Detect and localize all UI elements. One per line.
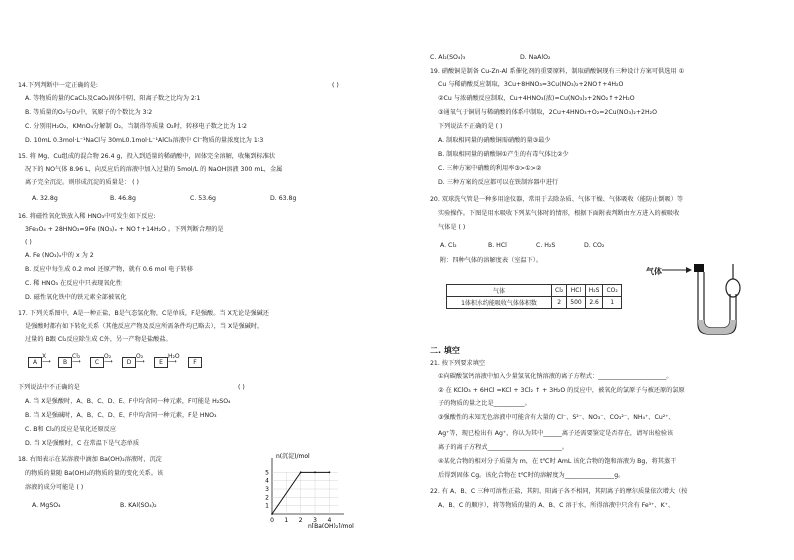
q20-table-note: 附：四种气体的溶解度表（室温下）。 — [440, 257, 543, 264]
q16-option-a: A. Fe (NO₃)ₓ中的 x 为 2 — [25, 252, 94, 259]
precipitate-data-point — [300, 471, 302, 473]
table-header-cl2: Cl₂ — [552, 285, 567, 297]
q15-option-a: A. 32.8g — [32, 195, 58, 202]
q20-option-c: C. H₂S — [536, 242, 556, 249]
q20-option-b: B. HCl — [488, 242, 507, 249]
table-header-hcl: HCl — [567, 285, 585, 297]
q14-stem: 14.下列判断中一定正确的是: — [18, 82, 98, 89]
q18-line-3: 溶液的成分可能是 ( ) — [25, 484, 84, 491]
q16-line-3: ( ) — [25, 239, 32, 246]
q15-line-2: 况下的 NO气体 8.96 L，向反应后的溶液中加入过量的 5mol/L 的 NaOH溶液 300 mL，金属 — [25, 166, 283, 173]
q19-option-b: B. 制取相同量的硝酸铜①产生的有毒气体比②少 — [438, 151, 569, 158]
chain-node-a: A — [28, 357, 42, 368]
table-header-co2: CO₂ — [603, 285, 621, 297]
q20-line-2: 实验操作。下图是用水吸收下列某气体时的情形，根据下面附表判断由左方进入的被吸收 — [438, 210, 680, 217]
chain-arrow-1: ⟶ — [42, 358, 51, 365]
q17-option-b: B. 当 X是强碱时，A、B、C、D、E、F中均含同一种元素，F是 HNO₃ — [25, 412, 217, 419]
water-level — [698, 320, 736, 334]
q14-option-a: A. 等物质的量的CaCl₂及CaO₂固体中阴、阳离子数之比均为 2∶1 — [25, 95, 201, 102]
q18-line-2: 的物质的量随 Ba(OH)₂的物质的量的变化关系。该 — [25, 470, 164, 477]
q17-option-a: A. 当 X是强酸时，A、B、C、D、E、F中均含同一种元素，F可能是 H₂SO₄ — [25, 398, 231, 405]
q19-line-1: 19. 硝酸铜是制备 Cu-Zn-Al 系催化剂的重要原料，制取硝酸铜现有三种设计方案可供选用 ① — [430, 68, 685, 75]
q19-option-c: C. 三种方案中硝酸的利用率③>①>② — [438, 165, 542, 172]
chain-reagent-3: O₂ — [104, 353, 112, 360]
q17-line-1: 17. 下列关系图中，A是一种正盐，B是气态氢化物，C是单质，F是强酸。当 X无论是强碱还 — [18, 310, 269, 317]
q16-option-b: B. 反应中每生成 0.2 mol 还原产物，就有 0.6 mol 电子转移 — [25, 266, 193, 273]
table-header-gas: 气体 — [447, 285, 552, 297]
precipitate-data-point — [328, 471, 330, 473]
q18-option-a: A. MgSO₄ — [32, 502, 61, 509]
table-cell-hcl: 500 — [567, 297, 585, 309]
q14-option-b: B. 等质量的O₂与O₃中，氧原子的个数比为 3∶2 — [25, 109, 153, 116]
x-tick-label: 3 — [313, 517, 317, 524]
q20-option-d: D. CO₂ — [584, 242, 605, 249]
section-title: 二. 填空 — [430, 346, 460, 355]
q21-line-4: 子的物质的量之比是__________。 — [438, 400, 531, 407]
q21-line-9: 后得到固体 Cg。该化合物在 t℃时的溶解度为________________g。 — [438, 472, 625, 479]
y-tick-label: 1 — [265, 502, 269, 510]
chain-reagent-1: X — [42, 353, 47, 360]
right-bulb — [726, 279, 740, 297]
y-axis-label: n(沉淀)/mol — [276, 453, 310, 460]
q16-option-c: C. 稀 HNO₃ 在反应中只表现氧化性 — [25, 280, 122, 287]
chain-node-d: D — [122, 357, 136, 368]
y-tick-label: 3 — [265, 486, 269, 493]
q14-option-c: C. 分别用H₂O₂、KMnO₄分解制 O₂，当制得等质量 O₂时，转移电子数之比为 1∶2 — [25, 123, 247, 130]
q16-option-d: D. 磁性氧化铁中的铁元素全部被氧化 — [25, 294, 127, 301]
q18-option-d: D. NaAlO₂ — [520, 54, 551, 61]
q14-answer-blank: ( ) — [332, 82, 339, 89]
q17-line-2: 是强酸时都有如下转化关系（其他反应产物及反应所需条件均已略去），当 X是强碱时， — [25, 323, 264, 330]
gas-inlet-label: 气体 — [646, 267, 662, 276]
chain-arrow-3: ⟶ — [104, 358, 113, 365]
u-tube-inner — [704, 272, 730, 328]
table-cell-label: 1体积水约能吸收气体体积数 — [447, 297, 552, 309]
precipitate-chart — [258, 452, 370, 528]
q22-line-1: 22. 有 A、B、C 三种可溶性正盐，其阴、阳离子各不相同，其阴离子的摩尔质量依次增大（按 — [430, 488, 688, 495]
q17-option-d: D. 当 X是强酸时，C 在常温下是气态单质 — [25, 440, 140, 447]
precipitate-data-point — [314, 471, 316, 473]
chain-arrow-2: ⟶ — [72, 358, 81, 365]
table-row — [447, 297, 622, 309]
q18-line-1: 18. 右图表示在某溶液中滴加 Ba(OH)₂溶液时，沉淀 — [18, 456, 162, 463]
q14-option-d: D. 10mL 0.3mol·L⁻¹NaCl与 30mL0.1mol·L⁻¹AlCl₃溶液中 Cl⁻物质的量浓度比为 1∶3 — [25, 137, 264, 144]
q16-line-2: 3Fe₃O₄ + 28HNO₃=9Fe (NO₃)ₓ + NO↑+14H₂O 。下列判断合理的是 — [25, 226, 224, 233]
x-tick-label: 0 — [270, 517, 274, 524]
q17-line-3: 过量的 B跟 Cl₂反应除生成 C外，另一产物是盐酸盐。 — [25, 336, 172, 343]
table-cell-h2s: 2.6 — [585, 297, 603, 309]
q15-line-3: 离子完全沉淀。则形成沉淀的质量是： ( ) — [25, 179, 139, 186]
y-tick-label: 2 — [265, 494, 269, 502]
q22-line-2: A、B、C 的顺序），将等物质的量的 A、B、C 溶于水，所得溶液中只含有 Fe³⁺、K⁺、 — [438, 502, 675, 509]
q17-option-c: C. B和 Cl₂的反应是氧化还原反应 — [25, 426, 117, 433]
q17-stem-2: 下列说法中不正确的是 — [18, 384, 80, 391]
x-tick-label: 4 — [327, 517, 332, 524]
chain-node-b: B — [58, 357, 72, 368]
y-tick-label: 4 — [265, 477, 269, 485]
chain-node-c: C — [90, 357, 104, 368]
chain-arrow-4: ⟶ — [136, 358, 145, 365]
q20-line-1: 20. 双球洗气管是一种多用途仪器，常用于去除杂质、气体干燥、气体吸收（能防止倒吸）等 — [430, 196, 684, 203]
q15-option-d: D. 63.8g — [270, 195, 297, 202]
q16-line-1: 16. 将磁性氧化铁放入稀 HNO₃中可发生如下反应: — [18, 213, 156, 220]
q21-line-5: ③强酸性的未知无色溶液中可能含有大量的 Cl⁻、S²⁻、NO₃⁻、CO₃²⁻、NH₄⁺、Cu²⁺、 — [438, 414, 675, 421]
table-header-h2s: H₂S — [585, 285, 603, 297]
q21-line-2: ①向碳酸氢钙溶液中加入少量氢氧化钠溶液的离子方程式：______________________。 — [438, 373, 673, 380]
q17-answer-blank: ( ) — [238, 384, 245, 391]
chain-reagent-2: Cl₂ — [72, 353, 81, 360]
table-row — [447, 285, 622, 297]
stopper — [694, 264, 704, 272]
q19-option-a: A. 制取相同量的硝酸铜需硝酸的量③最少 — [438, 137, 551, 144]
q18-option-b: B. KAl(SO₄)₂ — [120, 502, 157, 509]
q19-option-d: D. 三种方案的反应都可以在铁制容器中进行 — [438, 179, 559, 186]
chain-reagent-5: H₂O — [168, 353, 180, 360]
chain-reagent-4: O₂ — [136, 353, 144, 360]
q19-line-4: ③通氧气于铜屑与稀硝酸的体系中制取，2Cu+4HNO₃+O₂=2Cu(NO₃)₂+2H₂O — [438, 109, 657, 116]
precipitate-data-point — [271, 513, 273, 515]
chain-node-f: F — [188, 357, 202, 368]
chain-node-e: E — [154, 357, 168, 368]
chain-arrow-5: ⟶ — [168, 358, 177, 365]
q21-line-6: Ag⁺等，现已检出有 Ag⁺，你认为其中______离子还需要鉴定是否存在，请写出检验该 — [438, 430, 674, 437]
solubility-table — [446, 284, 622, 309]
q15-option-b: B. 46.8g — [110, 195, 136, 202]
q19-line-2: Cu 与稀硝酸反应制取，3Cu+8HNO₃=3Cu(NO₃)₂+2NO↑+4H₂O — [438, 81, 624, 88]
q20-option-a: A. Cl₂ — [440, 242, 457, 249]
q15-option-c: C. 53.6g — [190, 195, 216, 202]
gas-washing-tube-diagram — [640, 258, 750, 340]
q18-option-c: C. Al₂(SO₄)₃ — [430, 54, 466, 61]
table-cell-cl2: 2 — [552, 297, 567, 309]
x-tick-label: 2 — [298, 517, 303, 524]
table-cell-co2: 1 — [603, 297, 621, 309]
q20-line-3: 气体是 ( ) — [438, 224, 466, 231]
x-axis-label: n[Ba(OH)₂]/mol — [308, 523, 354, 528]
q21-line-7: 离子的离子方程式________________________。 — [438, 444, 568, 451]
y-tick-label: 5 — [265, 469, 269, 477]
q21-line-8: ④某化合物的相对分子质量为 m，在 t℃时 AmL 该化合物的饱和溶液为 Bg，将其蒸干 — [438, 458, 677, 465]
q19-line-5: 下列说法不正确的是 ( ) — [438, 123, 503, 130]
inlet-arrow-head — [686, 267, 692, 273]
x-tick-label: 1 — [284, 517, 289, 524]
q15-line-1: 15. 将 Mg、Cu组成的混合物 26.4 g，投入到适量的稀硝酸中，固体完全溶解，收集到标准状 — [18, 153, 276, 160]
q21-line-1: 21. 按下列要求填空 — [430, 360, 486, 367]
q21-line-3: ② 在 KClO₃ + 6HCl =KCl + 3Cl₂ ↑ + 3H₂O 的反应中，被氧化的氯原子与被还原的氯原 — [438, 387, 685, 394]
q19-line-3: ②Cu 与浓硝酸反应制取，Cu+4HNO₃(浓)=Cu(NO₃)₂+2NO₂↑+2H₂O — [438, 95, 635, 102]
